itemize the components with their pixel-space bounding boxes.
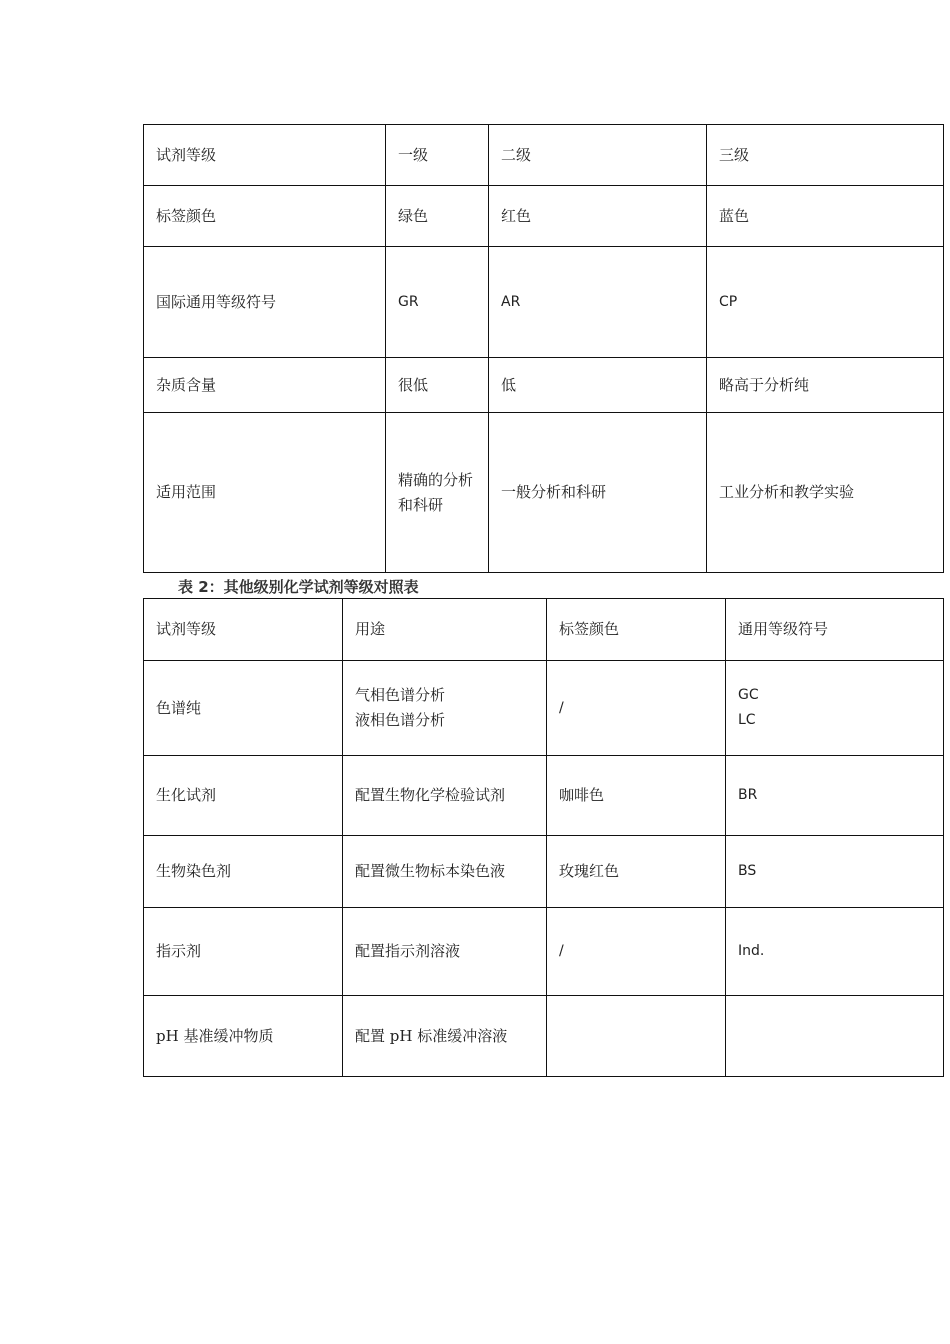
table-row: [144, 186, 944, 247]
reagent-grade-table: [143, 124, 944, 573]
table-cell: 标签颜色: [144, 186, 386, 247]
use-cell: 配置微生物标本染色液: [343, 836, 547, 908]
color-cell: 玫瑰红色: [547, 836, 726, 908]
grade-cell: pH 基准缓冲物质: [144, 996, 343, 1077]
table-cell: GR: [386, 247, 489, 358]
header-cell: 试剂等级: [144, 599, 343, 661]
header-cell: 试剂等级: [144, 125, 386, 186]
header-cell: 三级: [707, 125, 944, 186]
table-cell: 绿色: [386, 186, 489, 247]
table-cell: 适用范围: [144, 413, 386, 573]
grade-cell: 色谱纯: [144, 661, 343, 756]
use-cell: [343, 661, 547, 756]
table-cell: 一般分析和科研: [489, 413, 707, 573]
table-cell: 蓝色: [707, 186, 944, 247]
symbol-line: GC: [738, 687, 759, 703]
table-cell: AR: [489, 247, 707, 358]
use-cell: 配置生物化学检验试剂: [343, 756, 547, 836]
header-cell: 用途: [343, 599, 547, 661]
color-cell: /: [547, 908, 726, 996]
table-row: [144, 125, 944, 186]
table-row: [144, 996, 944, 1077]
use-line: 气相色谱分析: [355, 686, 446, 704]
grade-cell: 指示剂: [144, 908, 343, 996]
table-cell: 工业分析和教学实验: [707, 413, 944, 573]
table-row: [144, 908, 944, 996]
symbol-cell: BR: [726, 756, 944, 836]
table-row: [144, 358, 944, 413]
symbol-cell: BS: [726, 836, 944, 908]
symbol-cell: [726, 661, 944, 756]
symbol-cell: [726, 996, 944, 1077]
table-cell: 低: [489, 358, 707, 413]
table-caption: 表 2：其他级别化学试剂等级对照表: [178, 578, 419, 596]
table-cell: 国际通用等级符号: [144, 247, 386, 358]
table-row: [144, 247, 944, 358]
use-cell: 配置指示剂溶液: [343, 908, 547, 996]
use-line: 液相色谱分析: [355, 711, 446, 729]
table-row: [144, 599, 944, 661]
table-cell: 杂质含量: [144, 358, 386, 413]
table-cell: 精确的分析和科研: [386, 413, 489, 573]
table-cell: 略高于分析纯: [707, 358, 944, 413]
table-cell: 红色: [489, 186, 707, 247]
header-cell: 通用等级符号: [726, 599, 944, 661]
color-cell: /: [547, 661, 726, 756]
symbol-line: LC: [738, 712, 756, 728]
header-cell: 二级: [489, 125, 707, 186]
header-cell: 标签颜色: [547, 599, 726, 661]
symbol-cell: Ind.: [726, 908, 944, 996]
table-row: [144, 756, 944, 836]
use-cell: 配置 pH 标准缓冲溶液: [343, 996, 547, 1077]
table-cell: CP: [707, 247, 944, 358]
header-cell: 一级: [386, 125, 489, 186]
table-row: [144, 413, 944, 573]
table-row: [144, 661, 944, 756]
color-cell: [547, 996, 726, 1077]
other-grade-table: [143, 598, 944, 1077]
grade-cell: 生化试剂: [144, 756, 343, 836]
table-row: [144, 836, 944, 908]
color-cell: 咖啡色: [547, 756, 726, 836]
grade-cell: 生物染色剂: [144, 836, 343, 908]
table-cell: 很低: [386, 358, 489, 413]
